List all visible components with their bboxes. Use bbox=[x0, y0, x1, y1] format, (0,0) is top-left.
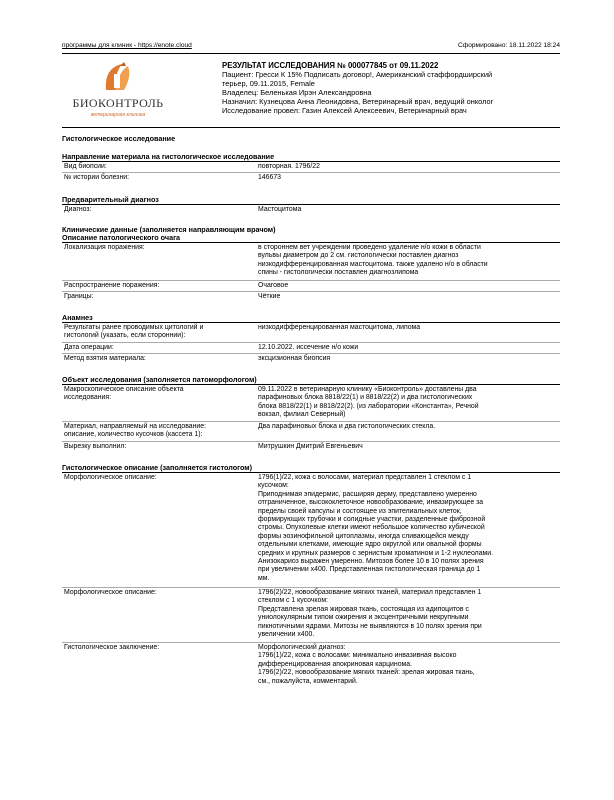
text-line: мм. bbox=[258, 574, 270, 582]
field-label: Метод взятия материала: bbox=[64, 355, 146, 362]
text-line: 1796(1)/22, кожа с волосами, материал представлен 1 стеклом с 1 bbox=[258, 474, 472, 481]
text-line: Представлена зрелая жировая ткань, состоящая из адипоцитов с bbox=[258, 605, 469, 613]
result-header bbox=[222, 61, 562, 116]
text-line: см., пожалуйста, комментарий. bbox=[258, 677, 358, 685]
field-value: повторная. 1796/22 bbox=[258, 163, 320, 170]
field-label: Макроскопическое описание объекта исследования: bbox=[64, 386, 184, 402]
patient-line-2: терьер, 09.11.2015, Female bbox=[222, 79, 315, 89]
bird-logo-icon bbox=[102, 60, 136, 94]
text-line: 1796(2)/22, новообразование мягких тканей, материал представлен 1 bbox=[258, 589, 482, 596]
text-line: средних и крупных размеров с зернистым хроматином и 1-2 нуклеолами. bbox=[258, 549, 494, 557]
separator bbox=[62, 280, 560, 281]
field-value bbox=[258, 589, 548, 639]
separator bbox=[62, 587, 560, 588]
field-label: Вид биопсии: bbox=[64, 163, 107, 170]
site-link[interactable]: программы для клиник - https://enote.cloud bbox=[62, 42, 192, 49]
separator bbox=[62, 384, 560, 385]
text-line: Приподнимая эпидермис, расширяя дерму, представлено умеренно bbox=[258, 490, 477, 498]
separator bbox=[62, 161, 560, 162]
field-value: Очаговое bbox=[258, 282, 289, 289]
text-line: увеличении x400. bbox=[258, 631, 315, 639]
separator bbox=[62, 204, 560, 205]
text-line: стромы. Опухолевые клетки имеют небольшое количество кубической bbox=[258, 524, 485, 532]
field-label: Вырезку выполнил: bbox=[64, 443, 127, 450]
assigned-line: Назначил: Кузнецова Анна Леонидовна, Ветеринарный врач, ведущий онколог bbox=[222, 97, 494, 107]
field-value: Мастоцитома bbox=[258, 206, 302, 213]
separator bbox=[62, 421, 560, 422]
field-value: эксцизионная биопсия bbox=[258, 355, 331, 362]
doc-title: Гистологическое исследование bbox=[62, 134, 176, 143]
result-title: РЕЗУЛЬТАТ ИССЛЕДОВАНИЯ № 000077845 от 09.11.2022 bbox=[222, 61, 439, 70]
field-value: Два парафиновых блока и два гистологических стекла. bbox=[258, 423, 436, 430]
section-title: Предварительный диагноз bbox=[62, 195, 159, 204]
text-line: формы эозинофильной цитоплазмы, иногда сливающейся между bbox=[258, 532, 469, 540]
separator bbox=[62, 172, 560, 173]
section-title: Объект исследования (заполняется патоморфологом) bbox=[62, 375, 257, 384]
field-label: Результаты ранее проводимых цитологий и гистологий (указать, если стороннии): bbox=[64, 324, 204, 340]
field-value: Чёткие bbox=[258, 293, 281, 300]
text-line: формирующих трубочки и солидные участки, разделенные фиброзной bbox=[258, 516, 486, 524]
field-label: Гистологическое заключение: bbox=[64, 644, 160, 651]
field-label: Локализация поражения: bbox=[64, 244, 145, 251]
owner-line: Владелец: Беленькая Ирэн Александровна bbox=[222, 88, 372, 98]
field-value bbox=[258, 644, 548, 686]
clinic-name: БИОКОНТРОЛЬ bbox=[72, 96, 164, 110]
text-line: 1796(2)/22, новообразование мягких тканей: зрелая жировая ткань, bbox=[258, 669, 475, 677]
text-line: при увеличении x400. Представленная гистологическая граница до 1 bbox=[258, 566, 481, 574]
field-label: Распространение поражения: bbox=[64, 282, 160, 289]
field-label: Морфологическое описание: bbox=[64, 474, 157, 481]
subsection-title: Описание патологического очага bbox=[62, 233, 181, 242]
text-line: пикнотичными ядрами. Митозы не выявляются в 10 полях зрения при bbox=[258, 622, 482, 630]
clinic-tagline: ветеринарная клиника bbox=[90, 112, 146, 118]
separator bbox=[62, 291, 560, 292]
performed-line: Исследование провел: Газин Алексей Алексеевич, Ветеринарный врач bbox=[222, 106, 467, 116]
field-value: в стороннем вет учреждении проведено удаление н/о кожи в области вульвы диаметром до 2 см. гистологически поставлен диагноз низкодифференцированная мастоцитома. также удалено н/о в области спины - гистологически поставлен диагнозлипома bbox=[258, 244, 488, 277]
separator bbox=[62, 642, 560, 643]
field-value: Митрушкин Дмитрий Евгеньевич bbox=[258, 443, 363, 450]
text-line: 1796(1)/22, кожа с волосами: минимально инвазивная высоко bbox=[258, 652, 457, 660]
clinic-logo bbox=[68, 60, 168, 120]
separator bbox=[62, 242, 560, 243]
header-rule bbox=[62, 53, 560, 54]
field-label: Морфологическое описание: bbox=[64, 589, 157, 596]
section-title: Клинические данные (заполняется направляющим врачом) bbox=[62, 225, 276, 234]
text-line: дифференцированная апокриновая карцинома. bbox=[258, 660, 413, 668]
field-label: Диагноз: bbox=[64, 206, 92, 213]
separator bbox=[62, 353, 560, 354]
separator bbox=[62, 342, 560, 343]
field-value: 09.11.2022 в ветеринарную клинику «Биоконтроль» доставлены два парафиновых блока 8818/22(1) и 8818/22(2) и два гистологических блока 8818/22(1) и 8818/22(2). (из лаборатории «Константа», Речной вокзал, филиал Северный) bbox=[258, 386, 479, 419]
field-label: Материал, направляемый на исследование: описание, количество кусочков (кассета 1): bbox=[64, 423, 207, 439]
separator bbox=[62, 322, 560, 323]
section-title: Анамнез bbox=[62, 313, 93, 322]
field-value: 12.10.2022. иссечение н/о кожи bbox=[258, 344, 359, 351]
field-label: Дата операции: bbox=[64, 344, 114, 351]
separator bbox=[62, 441, 560, 442]
field-label: № истории болезни: bbox=[64, 174, 130, 181]
patient-line: Пациент: Гресси К 15% Подписать договор!, Американский стаффордширский bbox=[222, 70, 493, 80]
field-value: 146673 bbox=[258, 174, 281, 181]
section-rule bbox=[62, 127, 560, 128]
section-title: Гистологическое описание (заполняется гистологом) bbox=[62, 463, 253, 472]
text-line: Морфологический диагноз: bbox=[258, 644, 346, 651]
field-value bbox=[258, 474, 548, 583]
text-line: кусочком: bbox=[258, 482, 289, 490]
section-title: Направление материала на гистологическое исследование bbox=[62, 152, 275, 161]
text-line: Анизокариоз выражен умеренно. Митозов более 10 в 10 полях зрения bbox=[258, 558, 484, 566]
text-line: отдельными клетками, имеющие ядро округлой или овальной формы bbox=[258, 541, 482, 549]
field-value: низкодифференцированная мастоцитома, липома bbox=[258, 324, 421, 331]
separator bbox=[62, 472, 560, 473]
generated-date: Сформировано: 18.11.2022 18:24 bbox=[458, 42, 560, 49]
field-label: Границы: bbox=[64, 293, 94, 300]
text-line: униолокулярным типом ожирения и эксцентричными некрупными bbox=[258, 614, 469, 622]
text-line: пределы своей капсулы и состоящее из эпителиальных клеток, bbox=[258, 507, 462, 515]
text-line: стеклом с 1 кусочком: bbox=[258, 597, 328, 605]
text-line: отграниченное, высококлеточное новообразование, инвазирующее за bbox=[258, 499, 484, 507]
